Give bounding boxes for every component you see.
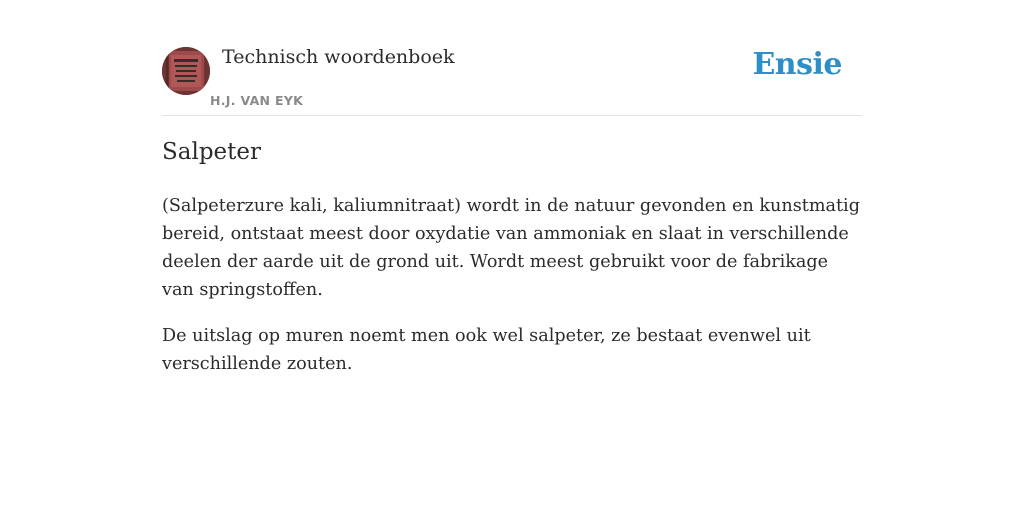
header <box>162 0 862 116</box>
entry-paragraph: (Salpeterzure kali, kaliumnitraat) wordt in de natuur gevonden en kunstmatig bereid, ontstaat meest door oxydatie van ammoniak en slaat in verschillende deelen der aarde uit de grond uit. Wordt meest gebruikt voor de fabrikage van springstoffen. <box>162 196 860 300</box>
book-cover-icon <box>162 47 210 95</box>
book-title-link[interactable]: Technisch woordenboek <box>222 46 455 68</box>
book-cover-avatar[interactable] <box>162 47 210 95</box>
author-link[interactable]: H.J. VAN EYK <box>210 93 304 108</box>
page-container <box>162 0 862 374</box>
entry-body <box>162 192 862 396</box>
ensie-logo[interactable]: Ensie <box>752 47 842 82</box>
entry-paragraph: De uitslag op muren noemt men ook wel salpeter, ze bestaat evenwel uit verschillende zouten. <box>162 326 811 374</box>
entry-title: Salpeter <box>162 139 262 165</box>
